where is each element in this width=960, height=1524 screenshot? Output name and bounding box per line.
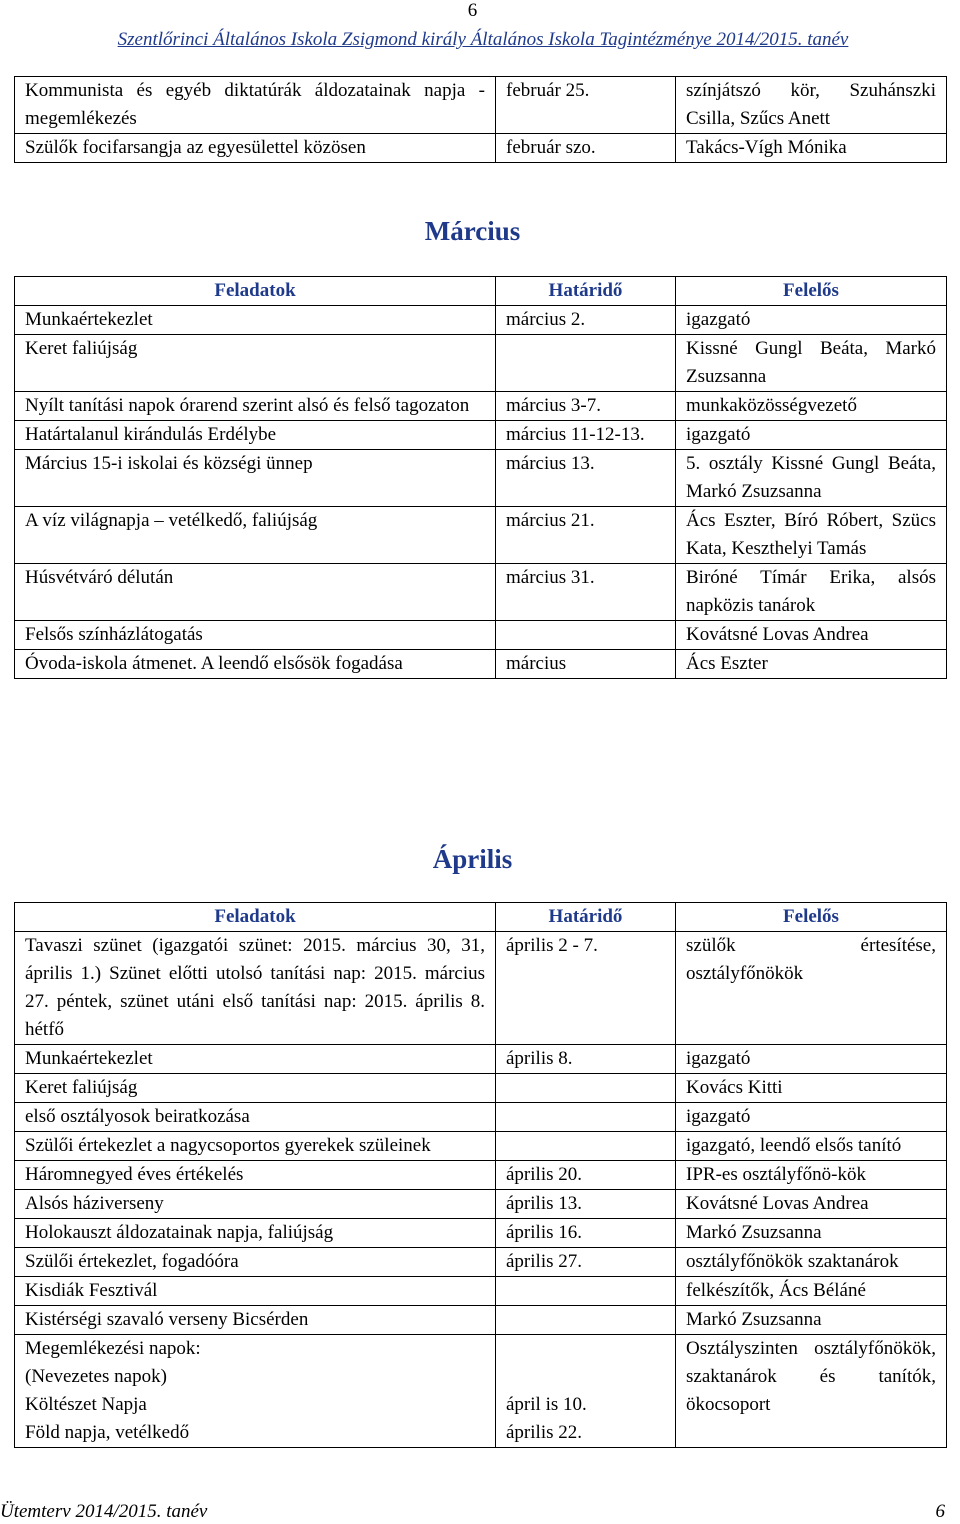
table-row	[15, 1248, 947, 1277]
table-row	[15, 621, 947, 650]
responsible-cell: Takács-Vígh Mónika	[676, 134, 947, 163]
responsible-cell: Ács Eszter	[676, 650, 947, 679]
deadline-cell	[496, 1074, 676, 1103]
task-cell: Tavaszi szünet (igazgatói szünet: 2015. március 30, 31, április 1.) Szünet előtti utolsó tanítási nap: 2015. március 27. péntek, szünet utáni első tanítási nap: 2015. április 8. hétfő	[15, 932, 496, 1045]
responsible-cell: igazgató	[676, 1045, 947, 1074]
responsible-cell: 5. osztály Kissné Gungl Beáta, Markó Zsuzsanna	[676, 450, 947, 507]
deadline-cell: február 25.	[496, 77, 676, 134]
deadline-cell: április 8.	[496, 1045, 676, 1074]
table-row	[15, 1306, 947, 1335]
deadline-cell	[496, 335, 676, 392]
header-deadline: Határidő	[496, 277, 676, 306]
table-row	[15, 1103, 947, 1132]
table-row	[15, 1219, 947, 1248]
responsible-cell: igazgató	[676, 1103, 947, 1132]
responsible-cell: Markó Zsuzsanna	[676, 1306, 947, 1335]
responsible-cell: Kissné Gungl Beáta, Markó Zsuzsanna	[676, 335, 947, 392]
task-cell: Alsós háziverseny	[15, 1190, 496, 1219]
deadline-cell	[496, 1277, 676, 1306]
table-row	[15, 306, 947, 335]
table-row	[15, 932, 947, 1045]
task-cell: A víz világnapja – vetélkedő, faliújság	[15, 507, 496, 564]
responsible-cell: Ács Eszter, Bíró Róbert, Szücs Kata, Keszthelyi Tamás	[676, 507, 947, 564]
deadline-cell: március 13.	[496, 450, 676, 507]
february-table	[14, 76, 947, 163]
table-row	[15, 1045, 947, 1074]
responsible-cell: igazgató	[676, 306, 947, 335]
task-cell: Holokauszt áldozatainak napja, faliújság	[15, 1219, 496, 1248]
header-responsible: Felelős	[676, 277, 947, 306]
task-cell: Felsős színházlátogatás	[15, 621, 496, 650]
deadline-cell: április 13.	[496, 1190, 676, 1219]
table-row	[15, 1074, 947, 1103]
deadline-cell: március 31.	[496, 564, 676, 621]
responsible-cell: Kovátsné Lovas Andrea	[676, 621, 947, 650]
table-row	[15, 335, 947, 392]
deadline-cell: március 11-12-13.	[496, 421, 676, 450]
deadline-cell: március	[496, 650, 676, 679]
deadline-cell: ápril is 10. április 22.	[496, 1335, 676, 1448]
table-row	[15, 507, 947, 564]
table-row	[15, 1190, 947, 1219]
task-cell: Húsvétváró délután	[15, 564, 496, 621]
march-title: Március	[424, 216, 521, 246]
deadline-cell: március 3-7.	[496, 392, 676, 421]
responsible-cell: Osztályszinten osztályfőnökök, szaktanárok és tanítók, ökocsoport	[676, 1335, 947, 1448]
table-row	[15, 421, 947, 450]
task-cell: Munkaértekezlet	[15, 306, 496, 335]
march-header-row	[15, 277, 947, 306]
deadline-cell	[496, 621, 676, 650]
april-table	[14, 902, 947, 1448]
table-row	[15, 134, 947, 163]
header-task: Feladatok	[15, 277, 496, 306]
task-cell: Háromnegyed éves értékelés	[15, 1161, 496, 1190]
header-deadline: Határidő	[496, 903, 676, 932]
deadline-cell: április 20.	[496, 1161, 676, 1190]
responsible-cell: Kovátsné Lovas Andrea	[676, 1190, 947, 1219]
table-row	[15, 1277, 947, 1306]
deadline-cell: március 21.	[496, 507, 676, 564]
running-header: Szentlőrinci Általános Iskola Zsigmond király Általános Iskola Tagintézménye 2014/2015. tanév	[117, 29, 849, 50]
task-cell: Kommunista és egyéb diktatúrák áldozatainak napja - megemlékezés	[15, 77, 496, 134]
responsible-cell: Biróné Tímár Erika, alsós napközis tanárok	[676, 564, 947, 621]
responsible-cell: Kovács Kitti	[676, 1074, 947, 1103]
task-cell: Szülők focifarsangja az egyesülettel közösen	[15, 134, 496, 163]
task-cell: Óvoda-iskola átmenet. A leendő elsősök fogadása	[15, 650, 496, 679]
task-cell: Keret faliújság	[15, 335, 496, 392]
responsible-cell: színjátszó kör, Szuhánszki Csilla, Szűcs Anett	[676, 77, 947, 134]
footer-title: Ütemterv 2014/2015. tanév	[0, 1501, 208, 1522]
task-cell: Szülői értekezlet, fogadóóra	[15, 1248, 496, 1277]
task-cell: első osztályosok beiratkozása	[15, 1103, 496, 1132]
table-row	[15, 564, 947, 621]
table-row	[15, 1132, 947, 1161]
task-cell: Munkaértekezlet	[15, 1045, 496, 1074]
table-row	[15, 650, 947, 679]
table-row	[15, 1335, 947, 1448]
responsible-cell: IPR-es osztályfőnö-kök	[676, 1161, 947, 1190]
responsible-cell: Markó Zsuzsanna	[676, 1219, 947, 1248]
header-task: Feladatok	[15, 903, 496, 932]
task-cell: Szülői értekezlet a nagycsoportos gyerekek szüleinek	[15, 1132, 496, 1161]
table-row	[15, 450, 947, 507]
task-cell: Keret faliújság	[15, 1074, 496, 1103]
task-cell: Kisdiák Fesztivál	[15, 1277, 496, 1306]
task-cell: Határtalanul kirándulás Erdélybe	[15, 421, 496, 450]
page-number: 6	[467, 0, 478, 21]
deadline-cell: március 2.	[496, 306, 676, 335]
responsible-cell: szülők értesítése, osztályfőnökök	[676, 932, 947, 1045]
table-row	[15, 77, 947, 134]
task-cell: Március 15-i iskolai és községi ünnep	[15, 450, 496, 507]
task-cell: Kistérségi szavaló verseny Bicsérden	[15, 1306, 496, 1335]
deadline-cell: április 16.	[496, 1219, 676, 1248]
deadline-cell: április 27.	[496, 1248, 676, 1277]
responsible-cell: felkészítők, Ács Béláné	[676, 1277, 947, 1306]
responsible-cell: igazgató	[676, 421, 947, 450]
deadline-cell	[496, 1306, 676, 1335]
responsible-cell: osztályfőnökök szaktanárok	[676, 1248, 947, 1277]
footer-page-number: 6	[935, 1501, 945, 1522]
task-cell: Megemlékezési napok: (Nevezetes napok) Költészet Napja Föld napja, vetélkedő	[15, 1335, 496, 1448]
table-row	[15, 1161, 947, 1190]
responsible-cell: igazgató, leendő elsős tanító	[676, 1132, 947, 1161]
deadline-cell	[496, 1103, 676, 1132]
april-title: Április	[432, 844, 513, 874]
deadline-cell: február szo.	[496, 134, 676, 163]
deadline-cell	[496, 1132, 676, 1161]
table-row	[15, 392, 947, 421]
task-cell: Nyílt tanítási napok órarend szerint alsó és felső tagozaton	[15, 392, 496, 421]
april-header-row	[15, 903, 947, 932]
responsible-cell: munkaközösségvezető	[676, 392, 947, 421]
march-table	[14, 276, 947, 679]
deadline-cell: április 2 - 7.	[496, 932, 676, 1045]
header-responsible: Felelős	[676, 903, 947, 932]
